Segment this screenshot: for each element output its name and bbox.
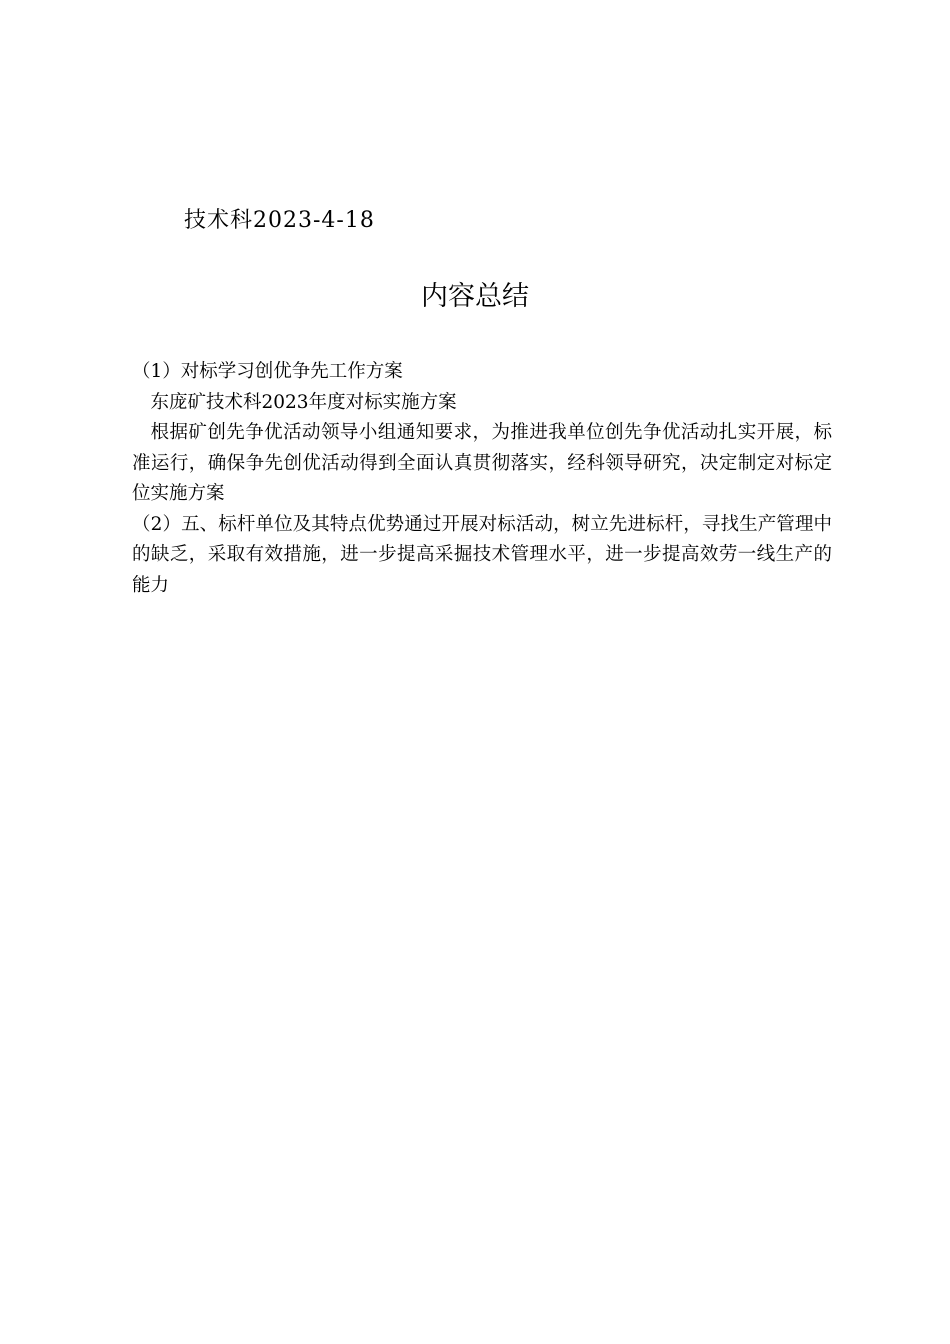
summary-title: 内容总结 xyxy=(421,281,529,312)
signature-date: 技术科2023-4-18 xyxy=(184,208,375,233)
summary-body xyxy=(132,357,832,601)
summary-item-3: 根据矿创先争优活动领导小组通知要求，为推进我单位创先争优活动扎实开展，标准运行，确保争先创优活动得到全面认真贯彻落实，经科领导研究，决定制定对标定位实施方案 xyxy=(132,422,832,504)
summary-item-4: （2）五、标杆单位及其特点优势通过开展对标活动，树立先进标杆，寻找生产管理中的缺乏，采取有效措施，进一步提高采掘技术管理水平，进一步提高效劳一线生产的能力 xyxy=(132,513,832,596)
summary-item-2: 东庞矿技术科2023年度对标实施方案 xyxy=(150,391,457,413)
summary-item-1: （1）对标学习创优争先工作方案 xyxy=(132,361,403,382)
